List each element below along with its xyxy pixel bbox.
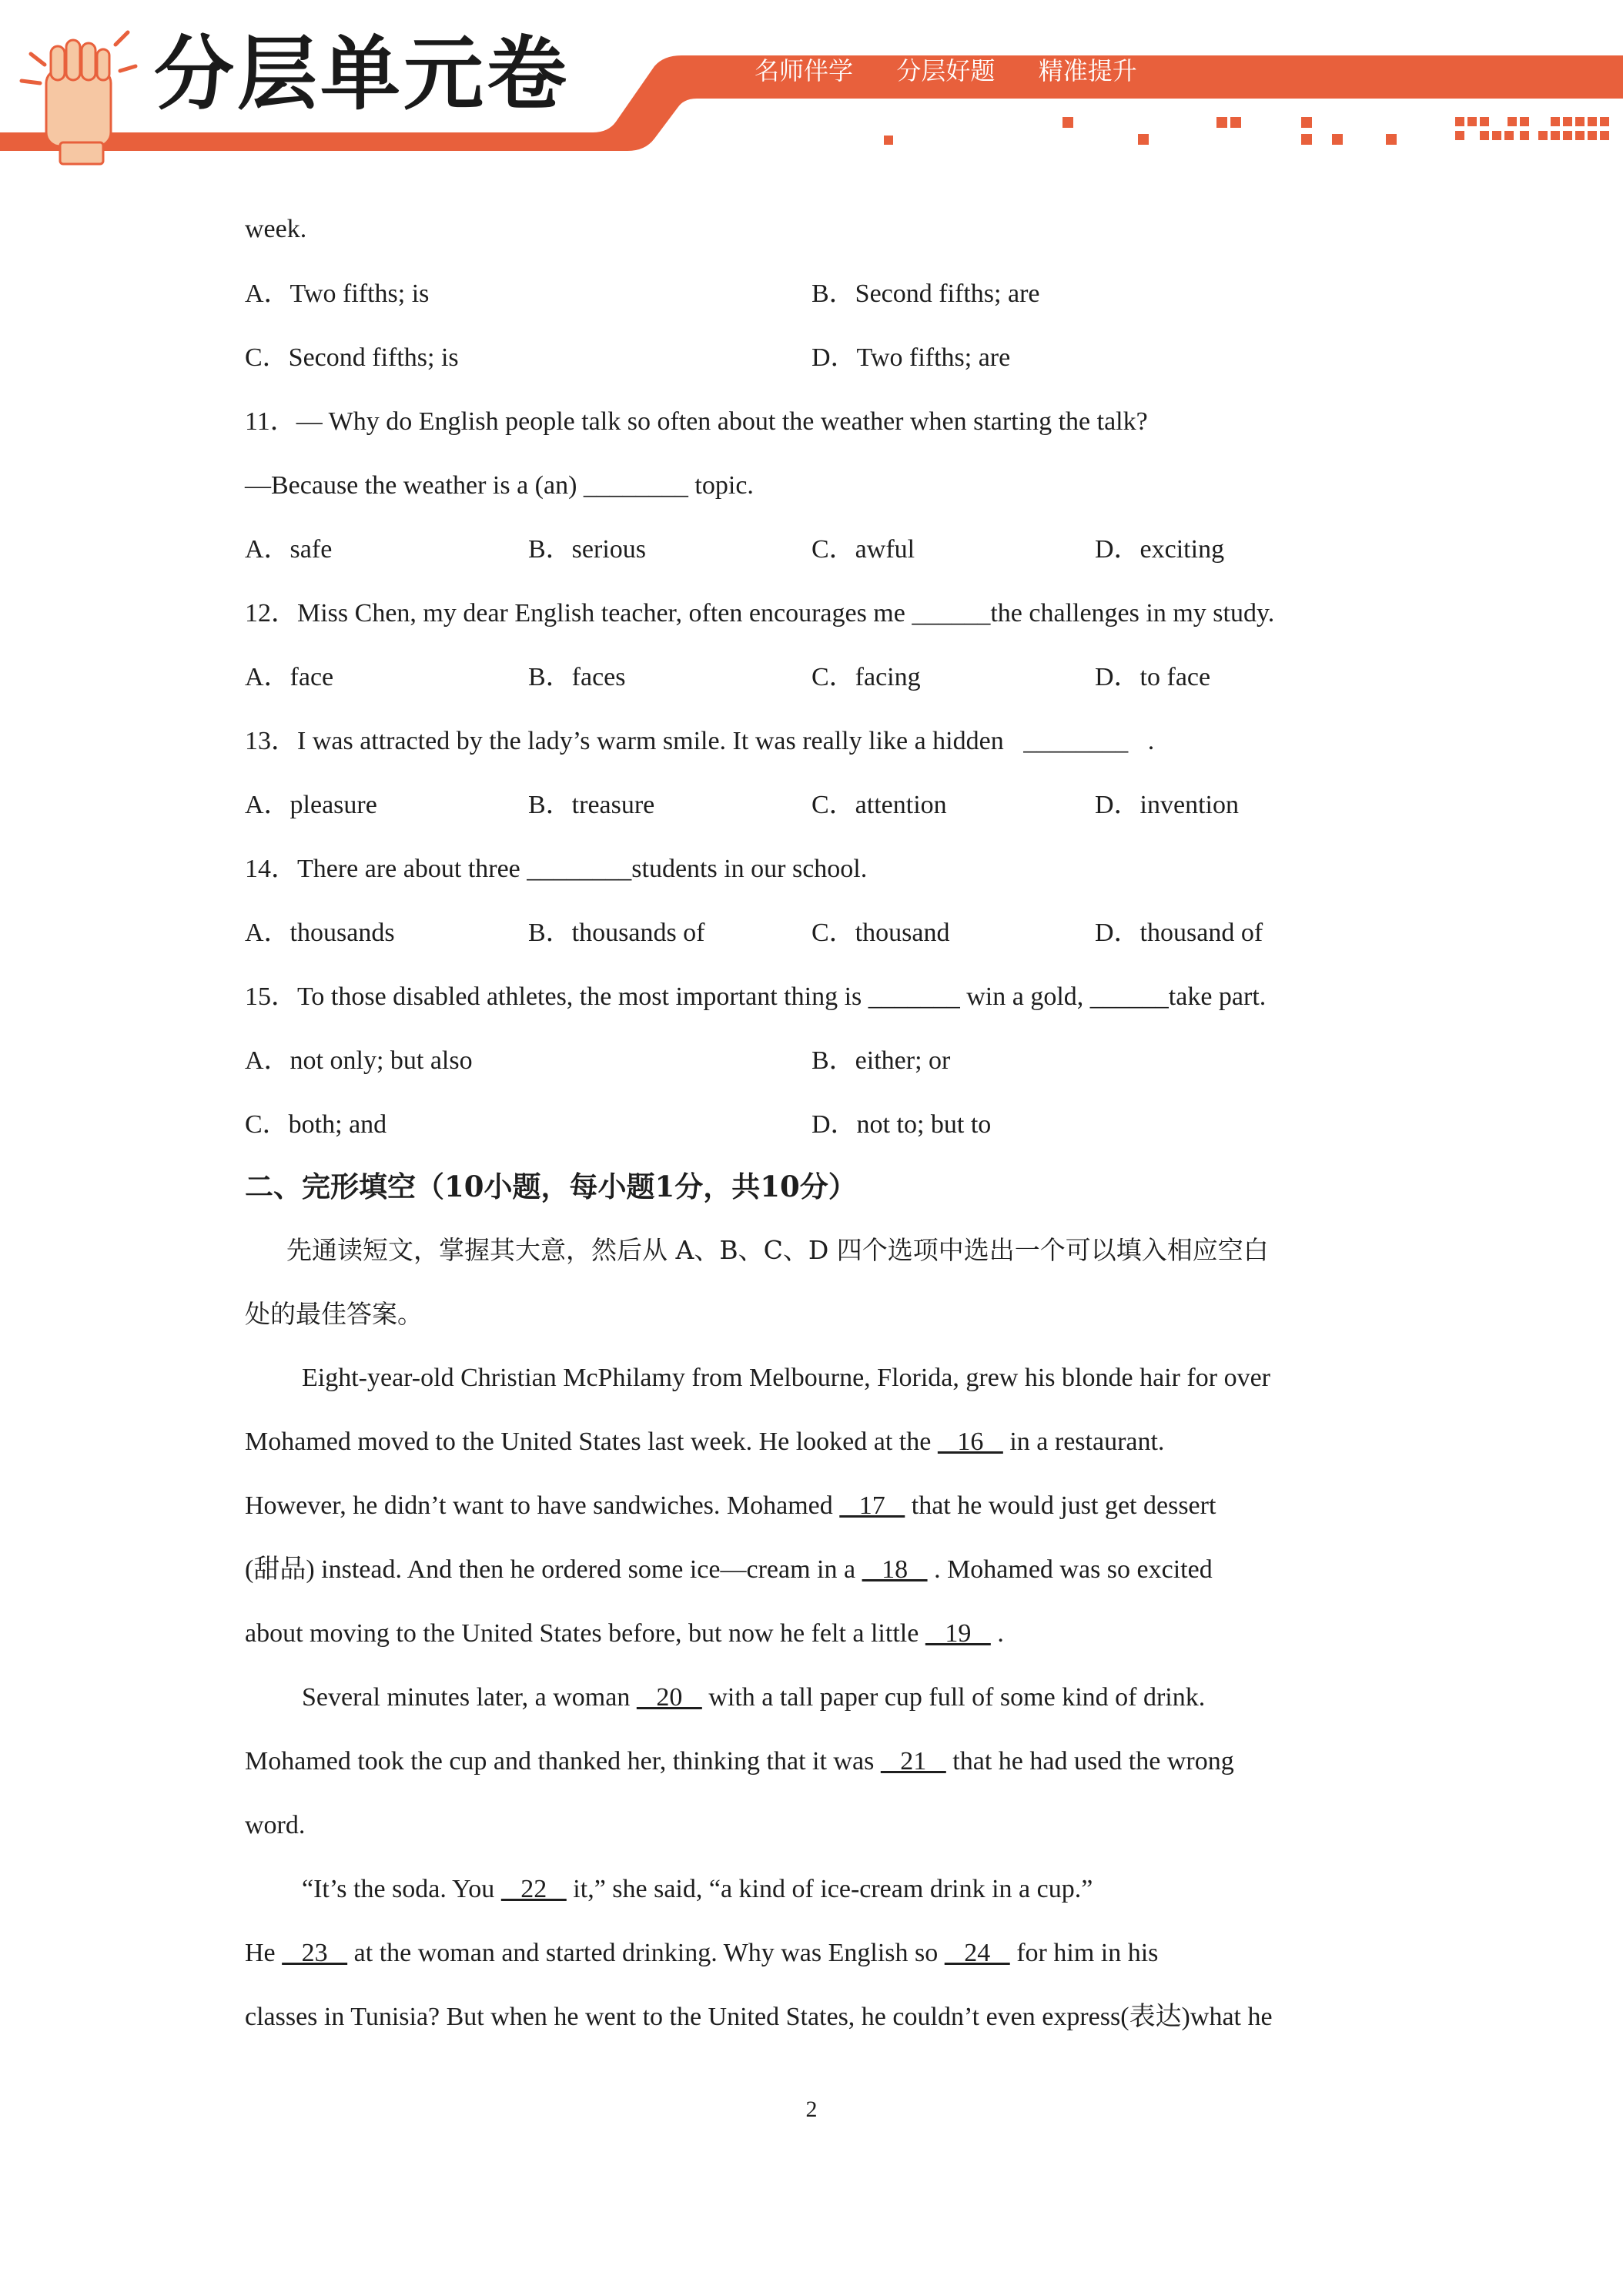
q15-option-a: A．not only; but also — [245, 1046, 473, 1075]
section-instruction-cont: 处的最佳答案。 — [245, 1299, 423, 1329]
q14-stem: 14．There are about three ________students in our school. — [245, 855, 868, 883]
q10-option-a: A．Two fifths; is — [245, 279, 430, 308]
q13-blank: ________ — [1023, 727, 1129, 755]
brand-title: 分层单元卷 — [154, 27, 571, 121]
q11-option-d: D．exciting — [1095, 535, 1225, 564]
q11-blank: ________ — [583, 471, 688, 500]
q10-option-d: D．Two fifths; are — [812, 343, 1011, 372]
q12-blank: ______ — [912, 599, 991, 628]
section-instruction: 先通读短文，掌握其大意，然后从 A、B、C、D 四个选项中选出一个可以填入相应空白 — [286, 1235, 1269, 1265]
q15-stem: 15．To those disabled athletes, the most important thing is _______ win a gold, ______take part. — [245, 982, 1267, 1011]
page-header — [0, 0, 1623, 169]
q11-stem: 11．— Why do English people talk so often about the weather when starting the talk? — [245, 407, 1148, 436]
header-slogan: 名师伴学 分层好题 精准提升 — [755, 56, 1137, 85]
q14-option-a: A．thousands — [245, 919, 395, 947]
passage-line: about moving to the United States before, but now he felt a little 19 . — [245, 1619, 1004, 1648]
q14-option-b: B．thousands of — [528, 919, 705, 947]
blank-24: 24 — [944, 1939, 1010, 1967]
passage-line: Mohamed moved to the United States last week. He looked at the 16 in a restaurant. — [245, 1427, 1165, 1456]
blank-22: 22 — [500, 1875, 567, 1903]
q15-option-c: C．both; and — [245, 1110, 387, 1139]
q15-blank-1: _______ — [868, 982, 960, 1011]
q10-option-c: C．Second fifths; is — [245, 343, 459, 372]
q13-option-c: C．attention — [812, 791, 947, 819]
q12-stem: 12．Miss Chen, my dear English teacher, often encourages me ______the challenges in my study. — [245, 599, 1275, 628]
blank-20: 20 — [636, 1683, 702, 1712]
page-number: 2 — [805, 2097, 818, 2122]
passage-line: Mohamed took the cup and thanked her, thinking that it was 21 that he had used the wrong — [245, 1747, 1234, 1776]
q11-option-a: A．safe — [245, 535, 333, 564]
q11-stem-line2: —Because the weather is a (an) ________ topic. — [245, 471, 754, 500]
q10-option-b: B．Second fifths; are — [812, 279, 1040, 308]
q15-option-b: B．either; or — [812, 1046, 951, 1075]
q13-option-a: A．pleasure — [245, 791, 377, 819]
passage-line: word. — [245, 1811, 306, 1839]
passage-line: (甜品) instead. And then he ordered some ice—cream in a 18 . Mohamed was so excited — [245, 1555, 1213, 1584]
q11-option-b: B．serious — [528, 535, 646, 564]
q15-blank-2: ______ — [1089, 982, 1169, 1011]
blank-19: 19 — [925, 1619, 991, 1648]
passage-line: However, he didn’t want to have sandwiches. Mohamed 17 that he would just get dessert — [245, 1491, 1216, 1520]
decorative-dots — [884, 117, 1609, 145]
passage-line: classes in Tunisia? But when he went to the United States, he couldn’t even express(表达)what he — [245, 2003, 1273, 2031]
q11-option-c: C．awful — [812, 535, 915, 564]
passage-line: Several minutes later, a woman 20 with a tall paper cup full of some kind of drink. — [302, 1683, 1206, 1712]
section-title: 二、完形填空（10小题，每小题1分，共10分） — [245, 1170, 857, 1203]
q14-option-c: C．thousand — [812, 919, 950, 947]
blank-21: 21 — [880, 1747, 946, 1776]
blank-18: 18 — [862, 1555, 928, 1584]
q12-option-b: B．faces — [528, 663, 626, 691]
q12-option-c: C．facing — [812, 663, 921, 691]
q14-option-d: D．thousand of — [1095, 919, 1263, 947]
blank-23: 23 — [282, 1939, 348, 1967]
passage-line: He 23 at the woman and started drinking. Why was English so 24 for him in his — [245, 1939, 1159, 1967]
previous-question-tail: week. — [245, 215, 307, 243]
passage-line: Eight-year-old Christian McPhilamy from Melbourne, Florida, grew his blonde hair for over — [302, 1364, 1270, 1392]
blank-17: 17 — [839, 1491, 905, 1520]
q13-stem: 13．I was attracted by the lady’s warm smile. It was really like a hidden ________ . — [245, 727, 1155, 755]
passage-line: “It’s the soda. You 22 it,” she said, “a kind of ice-cream drink in a cup.” — [302, 1875, 1093, 1903]
blank-16: 16 — [937, 1427, 1003, 1456]
q13-option-b: B．treasure — [528, 791, 655, 819]
q13-option-d: D．invention — [1095, 791, 1239, 819]
q15-option-d: D．not to; but to — [812, 1110, 992, 1139]
q14-blank: ________ — [527, 855, 632, 883]
q12-option-d: D．to face — [1095, 663, 1211, 691]
q12-option-a: A．face — [245, 663, 334, 691]
